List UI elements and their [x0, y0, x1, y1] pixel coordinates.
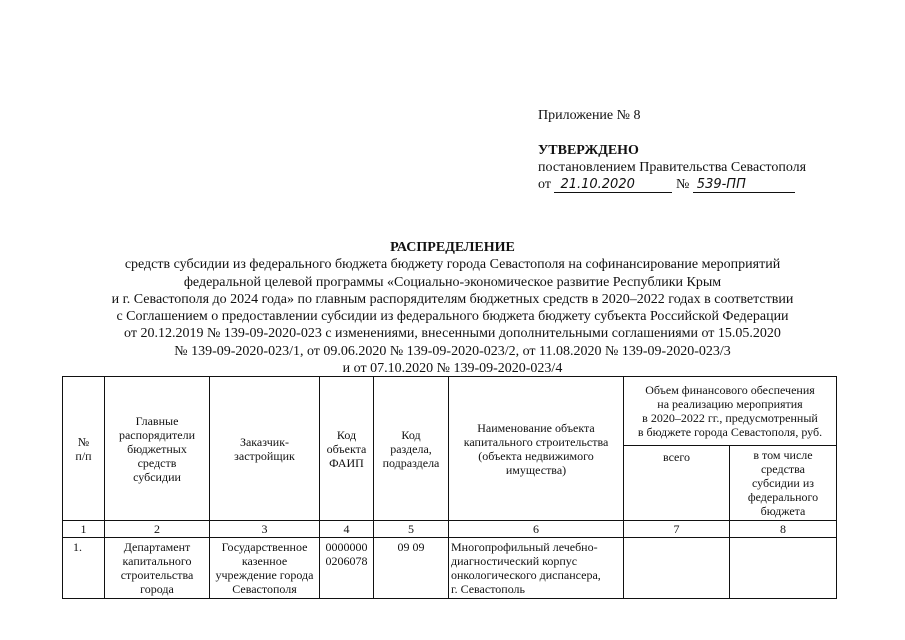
- heading-line: и от 07.10.2020 № 139-09-2020-023/4: [342, 361, 563, 377]
- document-title: РАСПРЕДЕЛЕНИЕ: [390, 240, 515, 255]
- header-section: Код раздела, подраздела: [374, 377, 449, 521]
- header-managers: Главные распорядители бюджетных средств субсидии: [105, 377, 210, 521]
- row-section-code: 09 09: [374, 538, 449, 599]
- column-number: 4: [320, 521, 374, 538]
- heading-line: федеральной целевой программы «Социально-экономическое развитие Республики Крым: [183, 274, 722, 290]
- date-prefix: от: [538, 177, 551, 192]
- approved-by: постановлением Правительства Севастополя: [538, 160, 807, 175]
- row-customer: Государственное казенное учреждение города Севастополя: [210, 538, 320, 599]
- approval-date-line: [538, 176, 888, 193]
- header-federal: в том числе средства субсидии из федерального бюджета: [730, 446, 837, 521]
- heading-line: и г. Севастополя до 2024 года» по главным распорядителям бюджетных средств в 2020–2022 годах в соответствии: [111, 291, 794, 307]
- header-total: всего: [624, 446, 730, 521]
- heading-line: № 139-09-2020-023/1, от 09.06.2020 № 139-09-2020-023/2, от 11.08.2020 № 139-09-2020-023/3: [174, 343, 731, 359]
- row-faip-code: 0000000 0206078: [320, 538, 374, 599]
- row-number: 1.: [63, 538, 105, 599]
- number-prefix: №: [675, 177, 690, 192]
- row-manager: Департамент капитального строительства города: [105, 538, 210, 599]
- column-number: 6: [449, 521, 624, 538]
- row-object-name: Многопрофильный лечебно- диагностический корпус онкологического диспансера, г. Севастополь: [449, 538, 624, 599]
- column-number: 2: [105, 521, 210, 538]
- approved-stamp: УТВЕРЖДЕНО: [538, 143, 639, 158]
- row-total: [624, 538, 730, 599]
- distribution-table: [62, 376, 837, 599]
- header-object: Наименование объекта капитального строительства (объекта недвижимого имущества): [449, 377, 624, 521]
- document-heading: [60, 239, 845, 377]
- header-no: № п/п: [63, 377, 105, 521]
- approval-date: 21.10.2020: [554, 177, 672, 193]
- approval-block: [538, 107, 888, 193]
- header-row-top: [63, 377, 837, 446]
- column-numbers-row: [63, 521, 837, 538]
- column-number: 8: [730, 521, 837, 538]
- annex-number: Приложение № 8: [538, 108, 641, 123]
- header-customer: Заказчик- застройщик: [210, 377, 320, 521]
- row-federal: [730, 538, 837, 599]
- heading-line: от 20.12.2019 № 139-09-2020-023 с изменениями, внесенными дополнительными соглашениями от 15.05.2020: [124, 326, 781, 342]
- column-number: 1: [63, 521, 105, 538]
- column-number: 5: [374, 521, 449, 538]
- table-row: [63, 538, 837, 599]
- approval-number: 539-ПП: [693, 177, 795, 193]
- heading-line: средств субсидии из федерального бюджета бюджету города Севастополя на софинансирование мероприятий: [124, 257, 781, 273]
- column-number: 7: [624, 521, 730, 538]
- heading-line: с Соглашением о предоставлении субсидии из федерального бюджета бюджету субъекта Российской Федерации: [116, 309, 789, 325]
- column-number: 3: [210, 521, 320, 538]
- header-funding: Объем финансового обеспечения на реализацию мероприятия в 2020–2022 гг., предусмотренный в бюджете города Севастополя, руб.: [624, 377, 837, 446]
- header-faip: Код объекта ФАИП: [320, 377, 374, 521]
